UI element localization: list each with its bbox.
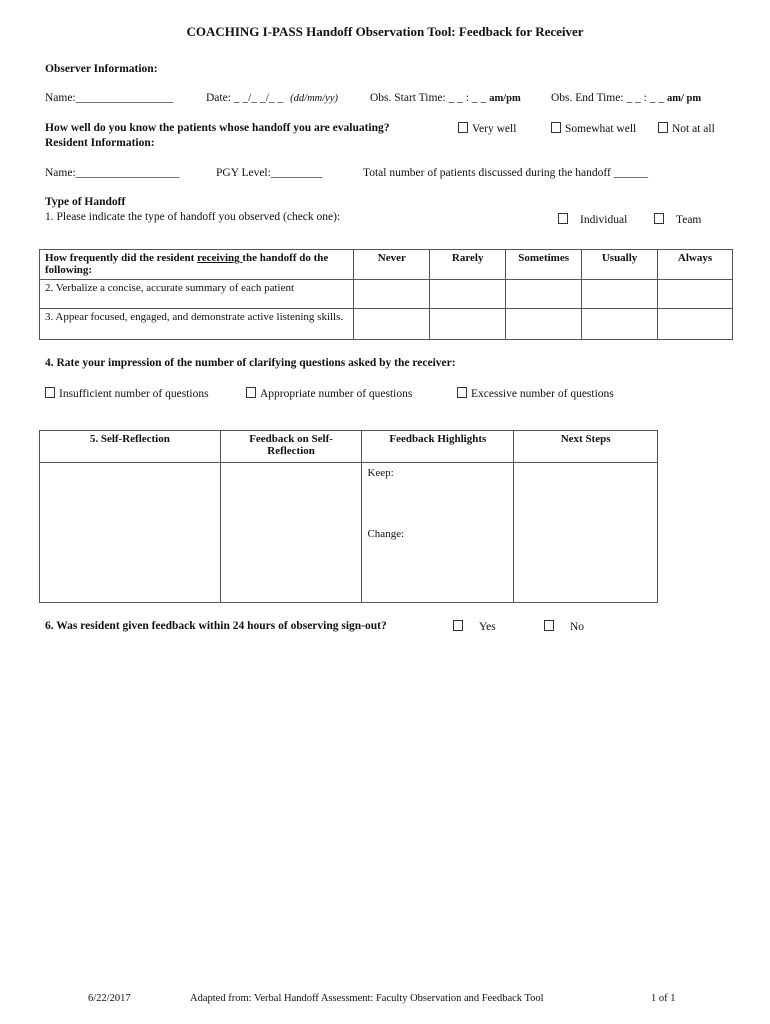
resident-name-field[interactable]: Name:__________________ [45,167,180,179]
page-title: COACHING I-PASS Handoff Observation Tool: Feedback for Receiver [186,24,584,39]
obs-end-time-field[interactable] [551,92,701,104]
checkbox-icon [453,620,463,631]
cell-sometimes[interactable] [506,309,582,340]
date-label: Date: _ _/_ _/_ _ [206,92,284,104]
feedback-on-reflection-cell[interactable] [220,463,362,603]
checkbox-icon [457,387,467,398]
pgy-level-field[interactable]: PGY Level:_________ [216,167,323,179]
resident-heading: Resident Information: [45,137,155,149]
cell-sometimes[interactable] [506,280,582,309]
option-no[interactable]: No [544,620,584,633]
checkbox-icon [654,213,664,224]
checkbox-icon [558,213,568,224]
observer-heading: Observer Information: [45,63,158,75]
col-always: Always [658,250,733,280]
cell-rarely[interactable] [430,280,506,309]
frequency-question-header: How frequently did the resident receiving the handoff do the following: [40,250,354,280]
checkbox-icon [551,122,561,133]
end-time-label: Obs. End Time: _ _ : _ _ [551,92,665,104]
col-never: Never [354,250,430,280]
date-format-hint: (dd/mm/yy) [290,93,338,104]
cell-always[interactable] [658,309,733,340]
option-yes[interactable]: Yes [453,620,496,633]
col-usually: Usually [582,250,658,280]
cell-usually[interactable] [582,280,658,309]
col-rarely: Rarely [430,250,506,280]
reflection-header-row [40,431,658,463]
cell-always[interactable] [658,280,733,309]
col-self-reflection: 5. Self-Reflection [40,431,221,463]
cell-never[interactable] [354,280,430,309]
checkbox-icon [544,620,554,631]
end-ampm: am/ pm [666,93,702,104]
col-next-steps: Next Steps [514,431,658,463]
feedback-highlights-cell[interactable] [362,463,514,603]
cell-rarely[interactable] [430,309,506,340]
observer-name-field[interactable]: Name:_________________ [45,92,174,104]
option-excessive[interactable]: Excessive number of questions [457,387,614,400]
start-ampm: am/pm [489,93,521,104]
checkbox-icon [45,387,55,398]
change-label: Change: [367,528,405,540]
option-very-well[interactable]: Very well [458,122,516,135]
row-label-summary: 2. Verbalize a concise, accurate summary of each patient [40,280,354,309]
option-somewhat-well[interactable]: Somewhat well [551,122,636,135]
reflection-table [39,430,658,603]
cell-usually[interactable] [582,309,658,340]
col-feedback-highlights: Feedback Highlights [362,431,514,463]
option-appropriate[interactable]: Appropriate number of questions [246,387,412,400]
frequency-table [39,249,733,340]
know-question: How well do you know the patients whose handoff you are evaluating? [45,122,390,134]
keep-label: Keep: [367,467,394,479]
frequency-header-row [40,250,733,280]
self-reflection-cell[interactable] [40,463,221,603]
start-time-label: Obs. Start Time: _ _ : _ _ [370,92,487,104]
obs-start-time-field[interactable] [370,92,521,104]
option-team[interactable]: Team [654,213,701,226]
row-label-focused: 3. Appear focused, engaged, and demonstrate active listening skills. [40,309,354,340]
footer-page-number: 1 of 1 [651,993,676,1004]
checkbox-icon [458,122,468,133]
footer-source: Adapted from: Verbal Handoff Assessment: Faculty Observation and Feedback Tool [190,993,544,1004]
checkbox-icon [658,122,668,133]
checkbox-icon [246,387,256,398]
handoff-type-question: 1. Please indicate the type of handoff you observed (check one): [45,211,341,223]
col-feedback-on-self-reflection: Feedback on Self-Reflection [220,431,362,463]
option-insufficient[interactable]: Insufficient number of questions [45,387,209,400]
q6-question: 6. Was resident given feedback within 24 hours of observing sign-out? [45,620,387,632]
option-not-at-all[interactable]: Not at all [658,122,715,135]
reflection-row [40,463,658,603]
option-individual[interactable]: Individual [558,213,627,226]
q4-question: 4. Rate your impression of the number of clarifying questions asked by the receiver: [45,357,456,369]
table-row [40,280,733,309]
col-sometimes: Sometimes [506,250,582,280]
handoff-type-heading: Type of Handoff [45,196,126,208]
cell-never[interactable] [354,309,430,340]
footer-date: 6/22/2017 [88,993,131,1004]
next-steps-cell[interactable] [514,463,658,603]
table-row [40,309,733,340]
observer-date-field[interactable] [206,92,338,104]
total-patients-field[interactable]: Total number of patients discussed during the handoff ______ [363,167,649,179]
